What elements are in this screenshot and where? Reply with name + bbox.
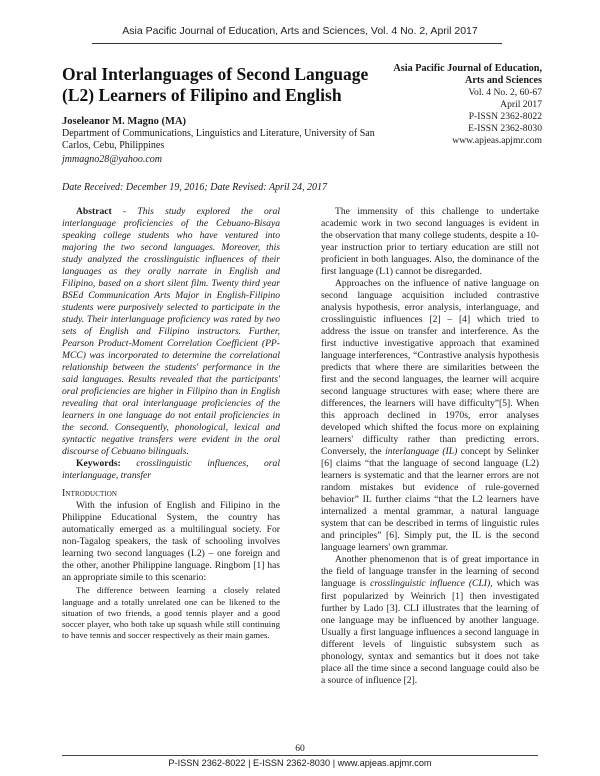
- author-affiliation: Department of Communications, Linguistics and Literature, University of San Carlos, Cebu, Philippines: [62, 128, 375, 151]
- cli-term: crosslinguistic influence (CLI),: [370, 578, 493, 590]
- abstract: [62, 206, 280, 458]
- journal-volume: Vol. 4 No. 2, 60-67: [468, 87, 542, 98]
- paragraph-3-part-b: which was first popularized by Weinrich [1] then investigated further by Lado [3]. CLI illustrates that the learning of one language may be influenced by another language. Usually a first language influences a second language in different levels of linguistic subsystem such as phonology, syntax and semantics but it does not take place all the time since a second language could also be a source of influence [2].: [321, 578, 539, 686]
- paragraph-2-part-a: Approaches on the influence of native language on second language acquisition included contrastive analysis hypothesis, error analysis, interlanguage, and crosslinguistic influences [2] – [4] which tried to address the issue on transfer and interference. As the first inductive investigative approach that examined language interferences, “Contrastive analysis hypothesis predicts that where there are similarities between the first and the second languages, the learner will acquire second language structures with ease; where there are differences, the learners will have difficulty”[5]. When this approach declined in 1970s, error analyses developed which shifted the focus more on explaining learners' difficulty rather than predicting errors. Conversely, the: [321, 278, 539, 458]
- page-footer: P-ISSN 2362-8022 | E-ISSN 2362-8030 | www.apjeas.apjmr.com: [168, 758, 432, 768]
- footer-rule: [62, 755, 538, 756]
- submission-dates: Date Received: December 19, 2016; Date Revised: April 24, 2017: [62, 182, 328, 193]
- author-name: Joseleanor M. Magno (MA): [62, 116, 187, 127]
- left-column: [62, 206, 280, 641]
- keywords: [62, 458, 280, 482]
- body-paragraph-3: [321, 554, 539, 686]
- journal-eissn: E-ISSN 2362-8030: [468, 123, 542, 134]
- journal-name: Asia Pacific Journal of Education, Arts and Sciences: [393, 63, 542, 86]
- paragraph-2-part-b: concept by Selinker [6] claims “that the language of second language (L2) learners is systematic and that the learner errors are not random mistakes but evidence of rule-governed behavior” IL further claims “that the L2 learners have internalized a mental grammar, a natural language system that can be described in terms of linguistic rules and principles” [6]. Simply put, the IL is the second language learners' own grammar.: [321, 446, 539, 554]
- paragraph-3-part-a: Another phenomenon that is of great importance in the field of language transfer in the learning of second language is: [321, 554, 539, 590]
- keywords-label: Keywords:: [76, 458, 121, 470]
- journal-date: April 2017: [500, 99, 542, 110]
- interlanguage-term: interlanguage (IL): [385, 446, 458, 458]
- abstract-text: - This study explored the oral interlanguage proficiencies of the Cebuano-Bisaya speaking college students who have ventured into majoring the two second languages. Moreover, this study analyzed the crosslinguistic influences of their languages as they orally narrate in English and Filipino, based on a short silent film. Twenty third year BSEd Communication Arts Major in English-Filipino students were purposively selected to participate in the study. Their interlanguage proficiency was rated by two sets of English and Filipino instructors. Further, Pearson Product-Moment Correlation Coefficient (PP-MCC) was incorporated to determine the correlational relationship between the students' performance in the said languages. Results revealed that the participants' oral proficiencies are higher in Filipino than in English revealing that oral interlanguage proficiencies of the learners in one language do not entail proficiencies in the second. Consequently, phonological, lexical and syntactic negative transfers were evident in the oral discourse of Cebuano bilinguals.: [62, 206, 280, 458]
- introduction-heading: Introduction: [62, 488, 118, 500]
- author-email[interactable]: jmmagno28@yahoo.com: [62, 154, 163, 165]
- paper-title: Oral Interlanguages of Second Language (L2) Learners of Filipino and English: [62, 64, 369, 105]
- body-paragraph-2: [321, 278, 539, 554]
- page-number: 60: [295, 743, 305, 754]
- block-quote: The difference between learning a closely related language and a totally unrelated one can be likened to the situation of two friends, a good tennis player and a good soccer player, who both take up squash while still continuing to have tennis and soccer respectively as their main games.: [62, 585, 280, 640]
- journal-pissn: P-ISSN 2362-8022: [468, 111, 542, 122]
- journal-info: [392, 63, 542, 147]
- introduction-paragraph: With the infusion of English and Filipino in the Philippine Educational System, the country has automatically emerged as a multilingual society. For non-Tagalog speakers, the task of schooling involves learning two second languages (L2) – one foreign and the other, another Philippine language. Ringbom [1] has an appropriate simile to this scenario:: [62, 500, 280, 584]
- abstract-label: Abstract: [76, 206, 112, 217]
- running-head: Asia Pacific Journal of Education, Arts and Sciences, Vol. 4 No. 2, April 2017: [122, 25, 478, 37]
- header-rule: [92, 43, 502, 44]
- body-paragraph-1: The immensity of this challenge to undertake academic work in two second languages is evident in the observation that many college students, despite a 10-year instruction prior to tertiary education are still not proficient in both languages. Also, the dominance of the first language (L1) cannot be disregarded.: [321, 206, 539, 278]
- right-column: [321, 206, 539, 687]
- journal-url[interactable]: www.apjeas.apjmr.com: [452, 135, 542, 146]
- keywords-text: crosslinguistic influences, oral interlanguage, transfer: [62, 458, 280, 482]
